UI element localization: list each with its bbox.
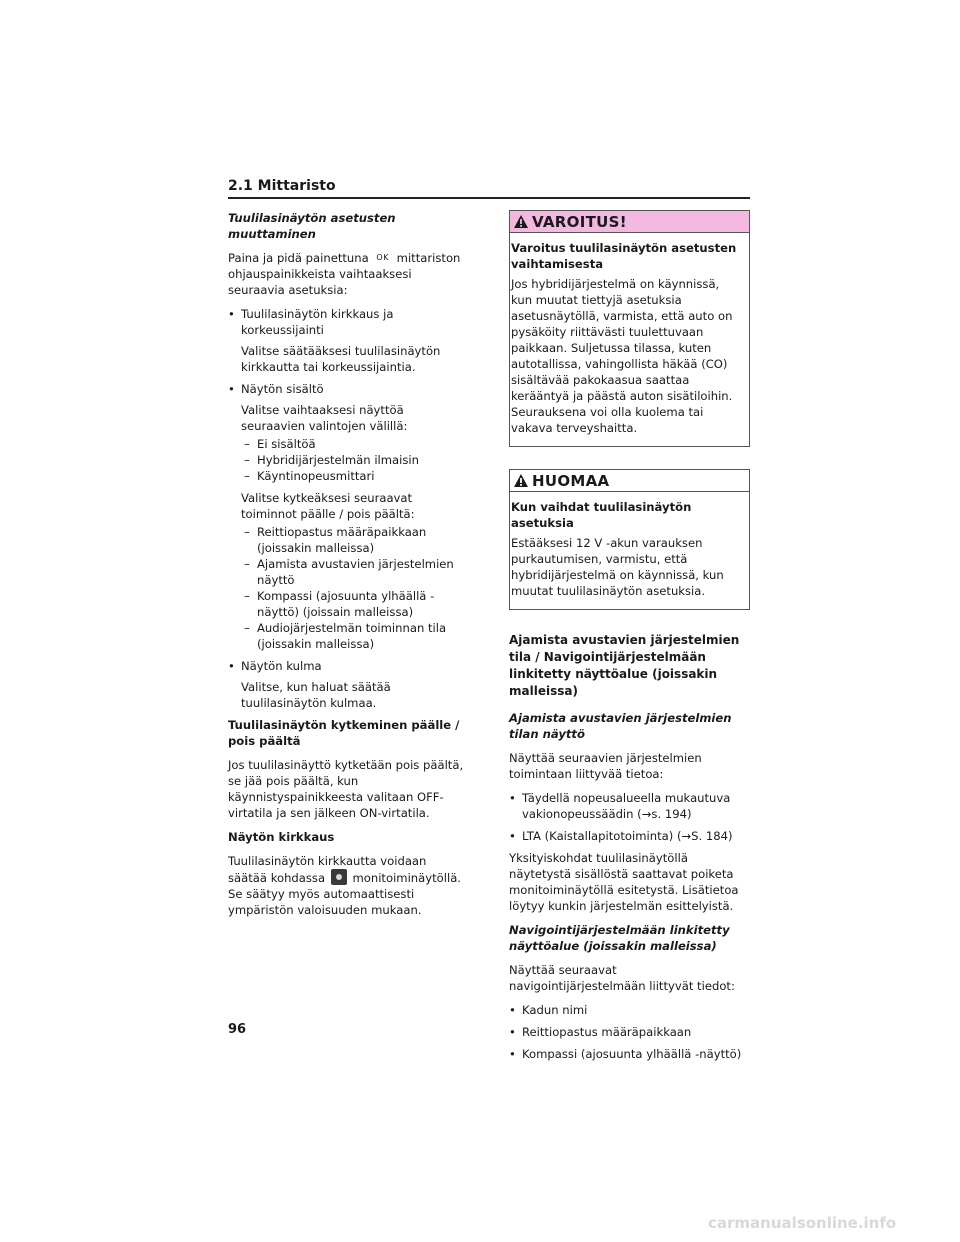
area-section-heading: Ajamista avustavien järjestelmien tila / Navigointijärjestelmään linkitetty näyttöalue (joissakin malleissa) (509, 633, 740, 698)
list-item (228, 306, 469, 375)
notice-box (509, 469, 750, 610)
onoff-heading: Tuulilasinäytön kytkeminen päälle / pois päältä (228, 718, 460, 748)
setting-label: Tuulilasinäytön kirkkaus ja korkeussijainti (241, 307, 394, 337)
nav-intro: Näyttää seuraavat navigointijärjestelmään liittyvät tiedot: (509, 963, 735, 993)
setting-label: Näytön sisältö (241, 382, 324, 396)
content-options-list (241, 436, 469, 484)
list-item: – Ei sisältöä (244, 436, 469, 452)
list-item: – Reittiopastus määräpaikkaan (joissakin malleissa) (244, 524, 469, 556)
assist-intro: Näyttää seuraavien järjestelmien toimintaan liittyvää tietoa: (509, 751, 702, 781)
warning-icon (513, 214, 529, 229)
intro-before: Paina ja pidä painettuna (228, 251, 369, 265)
change-settings-intro (228, 250, 469, 298)
watermark: carmanualsonline.info (708, 1214, 897, 1232)
brightness-text (228, 853, 469, 918)
section-title: 2.1 Mittaristo (228, 178, 336, 194)
list-item: • Kadun nimi (509, 1002, 750, 1018)
header-rule (228, 197, 750, 199)
nav-heading: Navigointijärjestelmään linkitetty näyttöalue (joissakin malleissa) (509, 923, 730, 953)
page-number: 96 (228, 1022, 247, 1037)
list-item: – Kompassi (ajosuunta ylhäällä -näyttö) (joissain malleissa) (244, 588, 469, 620)
warning-title: Varoitus tuulilasinäytön asetusten vaihtamisesta (511, 241, 737, 271)
caution-icon (513, 473, 529, 488)
setting-detail: Valitse vaihtaaksesi näyttöä seuraavien valintojen välillä: (241, 403, 408, 433)
notice-label: HUOMAA (532, 471, 610, 490)
warning-body (510, 233, 749, 446)
change-settings-heading: Tuulilasinäytön asetusten muuttaminen (228, 211, 396, 241)
setting-detail: Valitse kytkeäksesi seuraavat toiminnot päälle / pois päältä: (241, 491, 415, 521)
settings-screen-icon (331, 869, 347, 885)
warning-box (509, 210, 750, 447)
setting-label: Näytön kulma (241, 659, 322, 673)
notice-header (510, 470, 749, 492)
list-item: – Audiojärjestelmän toiminnan tila (joissakin malleissa) (244, 620, 469, 652)
nav-list (509, 1002, 750, 1062)
settings-list (228, 306, 469, 711)
list-item: • LTA (Kaistallapitotoiminta) (→S. 184) (509, 828, 750, 844)
setting-detail: Valitse säätääksesi tuulilasinäytön kirkkautta tai korkeussijaintia. (241, 344, 441, 374)
list-item: – Käyntinopeusmittari (244, 468, 469, 484)
assist-list (509, 790, 750, 844)
warning-text: Jos hybridijärjestelmä on käynnissä, kun muutat tiettyjä asetuksia asetusnäytöllä, varmista, että auto on pysäköity riittävästi tuulettuvaan paikkaan. Suljetussa tilassa, kuten autotallissa, vahingollista häkää (CO) sisältävää pakokaasua saattaa kerääntyä ja päästä auton sisätiloihin. Seurauksena voi olla kuolema tai vakava terveyshaitta. (511, 277, 733, 435)
setting-detail: Valitse, kun haluat säätää tuulilasinäytön kulmaa. (241, 680, 391, 710)
intro-after: mittariston ohjauspainikkeista vaihtaaksesi seuraavia asetuksia: (228, 251, 461, 297)
list-item: – Hybridijärjestelmän ilmaisin (244, 452, 469, 468)
brightness-text-before: Tuulilasinäytön kirkkautta voidaan säätää kohdassa (228, 854, 427, 885)
notice-text: Estääksesi 12 V -akun varauksen purkautumisen, varmistu, että hybridijärjestelmä on käynnissä, kun muutat tuulilasinäytön asetuksia. (511, 536, 724, 598)
list-item: – Ajamista avustavien järjestelmien näyttö (244, 556, 469, 588)
warning-label: VAROITUS! (532, 212, 627, 231)
list-item: • Täydellä nopeusalueella mukautuva vakionopeussäädin (→s. 194) (509, 790, 750, 822)
assist-heading: Ajamista avustavien järjestelmien tilan näyttö (509, 711, 732, 741)
list-item: • Reittiopastus määräpaikkaan (509, 1024, 750, 1040)
right-column (509, 210, 750, 1068)
ok-button-icon: OK (376, 253, 389, 262)
left-column (228, 210, 469, 926)
onoff-text: Jos tuulilasinäyttö kytketään pois päältä, se jää pois päältä, kun käynnistyspainikkeesta valitaan OFF-virtatila ja sen jälkeen ON-virtatila. (228, 758, 464, 820)
page-header (228, 178, 750, 199)
list-item: • Kompassi (ajosuunta ylhäällä -näyttö) (509, 1046, 750, 1062)
notice-body (510, 492, 749, 609)
warning-header (510, 211, 749, 233)
list-item (228, 658, 469, 711)
brightness-heading: Näytön kirkkaus (228, 830, 335, 844)
toggle-options-list (241, 524, 469, 652)
list-item (228, 381, 469, 652)
notice-title: Kun vaihdat tuulilasinäytön asetuksia (511, 500, 692, 530)
brightness-text-after: monitoiminäytöllä. Se säätyy myös automaattisesti ympäristön valoisuuden mukaan. (228, 871, 461, 917)
assist-text: Yksityiskohdat tuulilasinäytöllä näytetystä sisällöstä saattavat poiketa monitoiminäytöllä esitetystä. Lisätietoa löytyy kunkin järjestelmän esittelyistä. (509, 851, 739, 913)
